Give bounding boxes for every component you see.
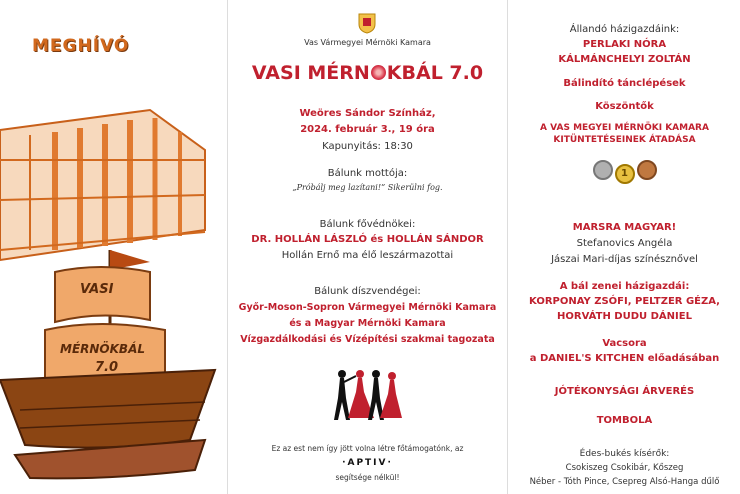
- awards-line-1: A VAS MEGYEI MÉRNÖKI KAMARA: [540, 123, 709, 133]
- invitation-title: MEGHÍVÓ: [32, 36, 130, 56]
- sponsor-end: segítsége nélkül!: [335, 473, 400, 482]
- guests-line-2: és a Magyar Mérnöki Kamara: [289, 318, 446, 329]
- event-date: 2024. február 3., 19 óra: [300, 124, 435, 135]
- guests-line-3: Vízgazdálkodási és Vízépítési szakmai tagozata: [240, 334, 495, 345]
- motto-text: „Próbálj meg lazítani!” Sikerülni fog.: [292, 183, 443, 192]
- charity-auction: JÓTÉKONYSÁGI ÁRVERÉS: [554, 386, 695, 397]
- guests-line-1: Győr-Moson-Sopron Vármegyei Mérnöki Kamara: [238, 302, 497, 313]
- host-1: PERLAKI NÓRA: [582, 39, 667, 50]
- dancers-icon: [332, 368, 402, 424]
- doors-open: Kapunyitás: 18:30: [322, 141, 413, 152]
- building-sketch: [0, 110, 205, 260]
- hosts-label: Állandó házigazdáink:: [569, 24, 680, 35]
- patrons-names: DR. HOLLÁN LÁSZLÓ és HOLLÁN SÁNDOR: [251, 234, 484, 245]
- guests-label: Bálunk díszvendégei:: [314, 286, 421, 297]
- organizer-name: Vas Vármegyei Mérnöki Kamara: [304, 38, 431, 47]
- music-line-1: KORPONAY ZSÓFI, PELTZER GÉZA,: [529, 296, 720, 307]
- patrons-note: Hollán Ernő ma élő leszármazottai: [281, 250, 454, 261]
- sail-label-top: VASI: [80, 282, 114, 297]
- music-line-2: HORVÁTH DUDU DÁNIEL: [557, 311, 692, 322]
- singer-name: Stefanovics Angéla: [576, 238, 673, 249]
- flower-icon: [371, 65, 386, 80]
- opening-dance: Bálindító tánclépések: [563, 78, 686, 89]
- dinner-by: a DANIEL'S KITCHEN előadásában: [529, 353, 720, 364]
- cover-panel: [0, 0, 226, 494]
- chamber-logo-icon: [357, 12, 377, 34]
- awards-line-2: KITÜNTETÉSEINEK ÁTADÁSA: [553, 135, 696, 145]
- motto-label: Bálunk mottója:: [327, 168, 408, 179]
- sweets-line-1: Csokiszeg Csokibár, Kőszeg: [565, 463, 684, 473]
- tombola: TOMBOLA: [596, 415, 653, 426]
- patrons-label: Bálunk fővédnökei:: [319, 219, 416, 230]
- sail-label-number: 7.0: [95, 360, 119, 375]
- song-title: MARSRA MAGYAR!: [572, 222, 677, 233]
- sweets-label: Édes-bukés kísérők:: [579, 449, 670, 459]
- venue: Weöres Sándor Színház,: [299, 108, 436, 119]
- music-label: A bál zenei házigazdái:: [559, 281, 690, 292]
- ball-title: VASI MÉRN KBÁL 7.0: [251, 62, 484, 84]
- singer-note: Jászai Mari-díjas színésznővel: [551, 254, 698, 265]
- sweets-line-2: Néber - Tóth Pince, Csepreg Alsó-Hanga dűlő: [529, 477, 720, 487]
- program-panel-middle: [227, 0, 508, 494]
- medals-icon: 1: [509, 160, 740, 188]
- cover-illustration: [0, 0, 226, 494]
- greetings: Köszöntők: [595, 101, 654, 112]
- sponsor-logo: ·APTIV·: [342, 458, 393, 468]
- host-2: KÁLMÁNCHELYI ZOLTÁN: [558, 54, 691, 65]
- sail-label-bottom: MÉRNÖKBÁL: [60, 342, 146, 356]
- sponsor-line: Ez az est nem így jött volna létre főtámogatónk, az: [271, 444, 464, 453]
- program-panel-right: [509, 0, 740, 494]
- dinner-label: Vacsora: [602, 338, 647, 349]
